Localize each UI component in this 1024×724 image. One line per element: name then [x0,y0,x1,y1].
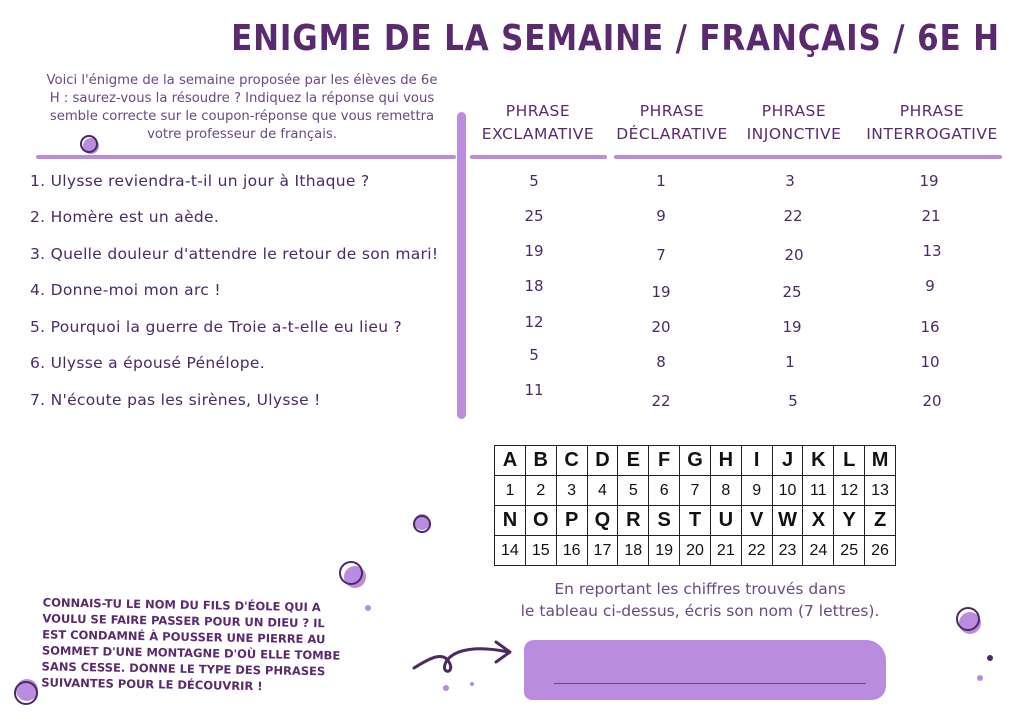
column-header-line1: PHRASE [899,102,965,120]
value-cell: 21 [921,207,941,225]
numbers-row-1 [495,476,896,506]
sentence-5: 5. Pourquoi la guerre de Troie a-t-elle eu lieu ? [30,318,403,336]
value-cell: 18 [524,277,544,295]
number-cell: 11 [803,476,834,506]
value-cell: 25 [782,283,802,301]
value-cell: 10 [920,353,940,371]
letter-cell: P [556,506,587,536]
value-cell: 5 [788,392,798,410]
value-cell: 8 [656,353,666,371]
number-cell: 8 [710,476,741,506]
value-cell: 9 [925,277,935,295]
column-header-line2: EXCLAMATIVE [481,125,595,143]
number-cell: 7 [680,476,711,506]
letter-cell: G [680,446,711,476]
value-cell: 16 [920,318,940,336]
value-cell: 7 [656,246,666,264]
letter-cell: Q [587,506,618,536]
dot-decoration-icon [360,600,376,616]
number-cell: 14 [495,536,526,566]
column-header-line2: INTERROGATIVE [866,125,998,143]
answer-box[interactable] [524,640,886,700]
letter-cell: K [803,446,834,476]
dot-decoration-icon [970,650,1000,690]
value-cell: 12 [524,313,544,331]
letter-cell: A [495,446,526,476]
number-cell: 18 [618,536,649,566]
number-cell: 4 [587,476,618,506]
number-cell: 23 [772,536,803,566]
number-cell: 2 [525,476,556,506]
number-cell: 15 [525,536,556,566]
number-cell: 3 [556,476,587,506]
number-cell: 1 [495,476,526,506]
dot-decoration-icon [440,680,480,696]
column-header-injonctive [738,100,850,146]
number-cell: 21 [710,536,741,566]
number-cell: 20 [680,536,711,566]
numbers-row-2 [495,536,896,566]
value-cell: 3 [785,172,795,190]
circle-decoration-icon [952,604,986,638]
number-cell: 19 [649,536,680,566]
sentence-2: 2. Homère est un aède. [30,208,220,226]
number-cell: 6 [649,476,680,506]
column-header-interrogative [858,100,1006,146]
letter-cell: I [741,446,772,476]
value-cell: 20 [651,318,671,336]
circle-decoration-icon [336,558,370,592]
value-cell: 11 [524,381,544,399]
circle-decoration-icon [10,676,44,710]
letter-cell: L [834,446,865,476]
letters-row-2 [495,506,896,536]
sentence-4: 4. Donne-moi mon arc ! [30,281,221,299]
letter-cell: J [772,446,803,476]
letter-cell: C [556,446,587,476]
letter-cell: E [618,446,649,476]
sentence-6: 6. Ulysse a épousé Pénélope. [30,354,265,372]
letter-cell: F [649,446,680,476]
value-cell: 5 [529,172,539,190]
number-cell: 9 [741,476,772,506]
letters-row-1 [495,446,896,476]
letter-cell: S [649,506,680,536]
letter-cell: H [710,446,741,476]
value-cell: 1 [656,172,666,190]
intro-text: Voici l'énigme de la semaine proposée par les élèves de 6e H : saurez-vous la résoudre ? Indiquez la réponse qui vous semble correcte sur le coupon-réponse que vous remettra votre professeur de français. [46,73,438,142]
value-cell: 19 [651,283,671,301]
letter-cell: D [587,446,618,476]
column-header-line1: PHRASE [639,102,705,120]
value-cell: 20 [784,246,804,264]
answer-line [554,683,866,684]
value-cell: 19 [919,172,939,190]
squiggle-arrow-icon [410,630,520,680]
value-cell: 25 [524,207,544,225]
header-divider-right [614,155,1002,159]
value-cell: 19 [782,318,802,336]
instruction-text [500,578,900,622]
number-cell: 5 [618,476,649,506]
sentence-1: 1. Ulysse reviendra-t-il un jour à Ithaque ? [30,172,370,190]
number-cell: 22 [741,536,772,566]
sentence-3: 3. Quelle douleur d'attendre le retour de son mari! [30,245,439,263]
value-cell: 1 [785,353,795,371]
number-cell: 25 [834,536,865,566]
letter-cell: R [618,506,649,536]
number-cell: 26 [865,536,896,566]
header-divider-col1 [470,155,607,159]
letter-cell: T [680,506,711,536]
letter-cell: X [803,506,834,536]
column-header-line1: PHRASE [505,102,571,120]
number-cell: 24 [803,536,834,566]
column-header-line2: INJONCTIVE [746,125,842,143]
number-cell: 17 [587,536,618,566]
value-cell: 19 [524,242,544,260]
number-cell: 10 [772,476,803,506]
riddle-text: CONNAIS-TU LE NOM DU FILS D'ÉOLE QUI A VOULU SE FAIRE PASSER POUR UN DIEU ? IL EST CONDAMNÉ À POUSSER UNE PIERRE AU SOMMET D'UNE MONTAGNE D'OÙ ELLE TOMBE SANS CESSE. DONNE LE TYPE DES PHRASES SUIVANTES POUR LE DÉCOUVRIR ! [41,595,341,694]
number-cell: 16 [556,536,587,566]
letter-cell: U [710,506,741,536]
column-header-line1: PHRASE [761,102,827,120]
letter-cell: N [495,506,526,536]
column-header-exclamative [478,100,598,146]
number-cell: 13 [865,476,896,506]
column-header-line2: DÉCLARATIVE [616,125,728,143]
circle-decoration-icon [78,133,102,157]
letter-cell: Y [834,506,865,536]
value-cell: 5 [529,346,539,364]
instruction-line-2: le tableau ci-dessus, écris son nom (7 lettres). [520,602,880,620]
column-divider [457,112,466,419]
value-cell: 13 [922,242,942,260]
value-cell: 22 [783,207,803,225]
letter-cell: W [772,506,803,536]
alphabet-code-table [494,445,896,566]
value-cell: 9 [656,207,666,225]
circle-decoration-icon [410,512,434,536]
letter-cell: V [741,506,772,536]
sentence-7: 7. N'écoute pas les sirènes, Ulysse ! [30,391,321,409]
instruction-line-1: En reportant les chiffres trouvés dans [554,580,846,598]
value-cell: 20 [922,392,942,410]
letter-cell: O [525,506,556,536]
number-cell: 12 [834,476,865,506]
column-header-declarative [610,100,734,146]
letter-cell: Z [865,506,896,536]
letter-cell: M [865,446,896,476]
page-title: ENIGME DE LA SEMAINE / FRANÇAIS / 6E H [231,18,1000,59]
letter-cell: B [525,446,556,476]
value-cell: 22 [651,392,671,410]
